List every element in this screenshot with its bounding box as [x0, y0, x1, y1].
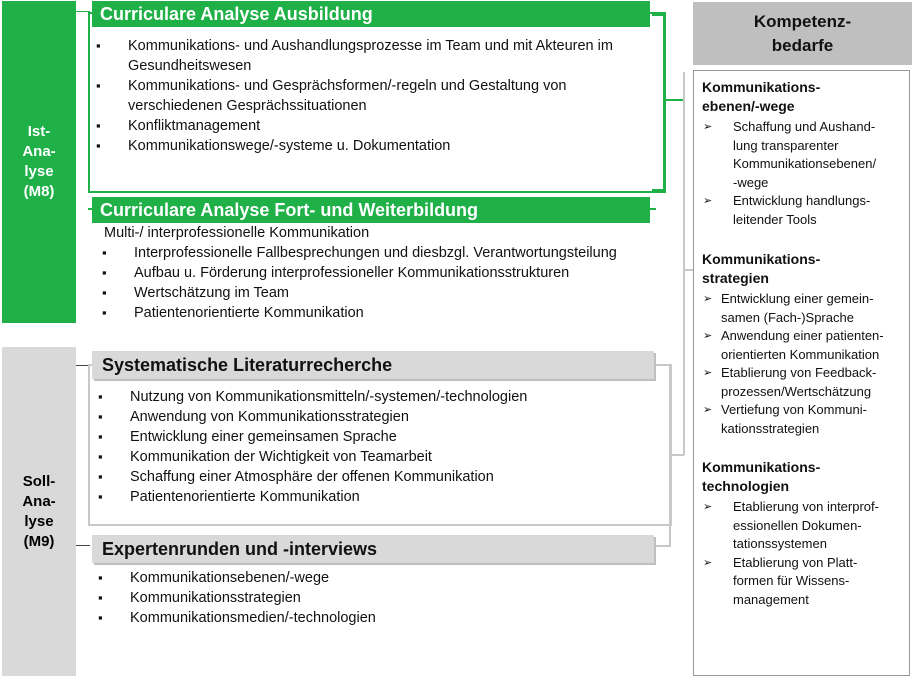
list-item: ▪ Entwicklung einer gemeinsamen Sprache — [96, 427, 656, 447]
fortbildung-list — [100, 243, 645, 323]
ausbildung-header: Curriculare Analyse Ausbildung — [92, 1, 650, 27]
list-item: ➢ Schaffung und Aushand- lung transparenter Kommunikationsebenen/ -wege — [703, 118, 903, 192]
list-item: ▪ Kommunikations- und Gesprächsformen/-regeln und Gestaltung von verschiedenen Gesprächssituationen — [94, 76, 634, 116]
list-item: ➢ Entwicklung einer gemein- samen (Fach-)Sprache — [703, 290, 908, 327]
experten-header: Expertenrunden und -interviews — [92, 535, 654, 563]
kb-group-list — [703, 290, 908, 438]
list-item: ▪ Kommunikation der Wichtigkeit von Teamarbeit — [96, 447, 656, 467]
list-item: ➢ Anwendung einer patienten- orientierten Kommunikation — [703, 327, 908, 364]
list-item: ▪ Aufbau u. Förderung interprofessioneller Kommunikationsstrukturen — [100, 263, 645, 283]
literatur-header: Systematische Literaturrecherche — [92, 351, 654, 379]
list-item: ➢ Entwicklung handlungs- leitender Tools — [703, 192, 903, 229]
list-item: ▪ Nutzung von Kommunikationsmitteln/-systemen/-technologien — [96, 387, 656, 407]
list-item: ➢ Etablierung von Platt- formen für Wissens- management — [703, 554, 903, 610]
list-item: ▪ Patientenorientierte Kommunikation — [100, 303, 645, 323]
kb-group-title: Kommunikations- strategien — [702, 251, 821, 286]
fortbildung-intro: Multi-/ interprofessionelle Kommunikation — [104, 225, 370, 241]
ist-analyse-label: Ist- Ana- lyse (M8) — [2, 1, 76, 323]
list-item: ▪ Konfliktmanagement — [94, 116, 634, 136]
list-item: ➢ Vertiefung von Kommuni- kationsstrategien — [703, 401, 908, 438]
list-item: ▪ Patientenorientierte Kommunikation — [96, 487, 656, 507]
kb-group-list — [703, 498, 903, 609]
kompetenzbedarfe-header: Kompetenz- bedarfe — [693, 2, 912, 65]
list-item: ▪ Wertschätzung im Team — [100, 283, 645, 303]
list-item: ▪ Interprofessionelle Fallbesprechungen und diesbzgl. Verantwortungsteilung — [100, 243, 645, 263]
list-item: ▪ Schaffung einer Atmosphäre der offenen Kommunikation — [96, 467, 656, 487]
list-item: ▪ Anwendung von Kommunikationsstrategien — [96, 407, 656, 427]
fortbildung-header: Curriculare Analyse Fort- und Weiterbildung — [92, 197, 650, 223]
kb-group-list — [703, 118, 903, 229]
experten-list — [96, 568, 656, 628]
kb-group-title: Kommunikations- technologien — [702, 459, 821, 494]
soll-analyse-label: Soll- Ana- lyse (M9) — [2, 347, 76, 676]
ausbildung-list — [94, 36, 634, 156]
list-item: ➢ Etablierung von Feedback- prozessen/Wertschätzung — [703, 364, 908, 401]
list-item: ➢ Etablierung von interprof- essionellen Dokumen- tationssystemen — [703, 498, 903, 554]
list-item: ▪ Kommunikationsmedien/-technologien — [96, 608, 656, 628]
list-item: ▪ Kommunikationswege/-systeme u. Dokumentation — [94, 136, 634, 156]
list-item: ▪ Kommunikationsebenen/-wege — [96, 568, 656, 588]
literatur-list — [96, 387, 656, 507]
list-item: ▪ Kommunikations- und Aushandlungsprozesse im Team und mit Akteuren im Gesundheitswesen — [94, 36, 634, 76]
kb-group-title: Kommunikations- ebenen/-wege — [702, 79, 821, 114]
list-item: ▪ Kommunikationsstrategien — [96, 588, 656, 608]
